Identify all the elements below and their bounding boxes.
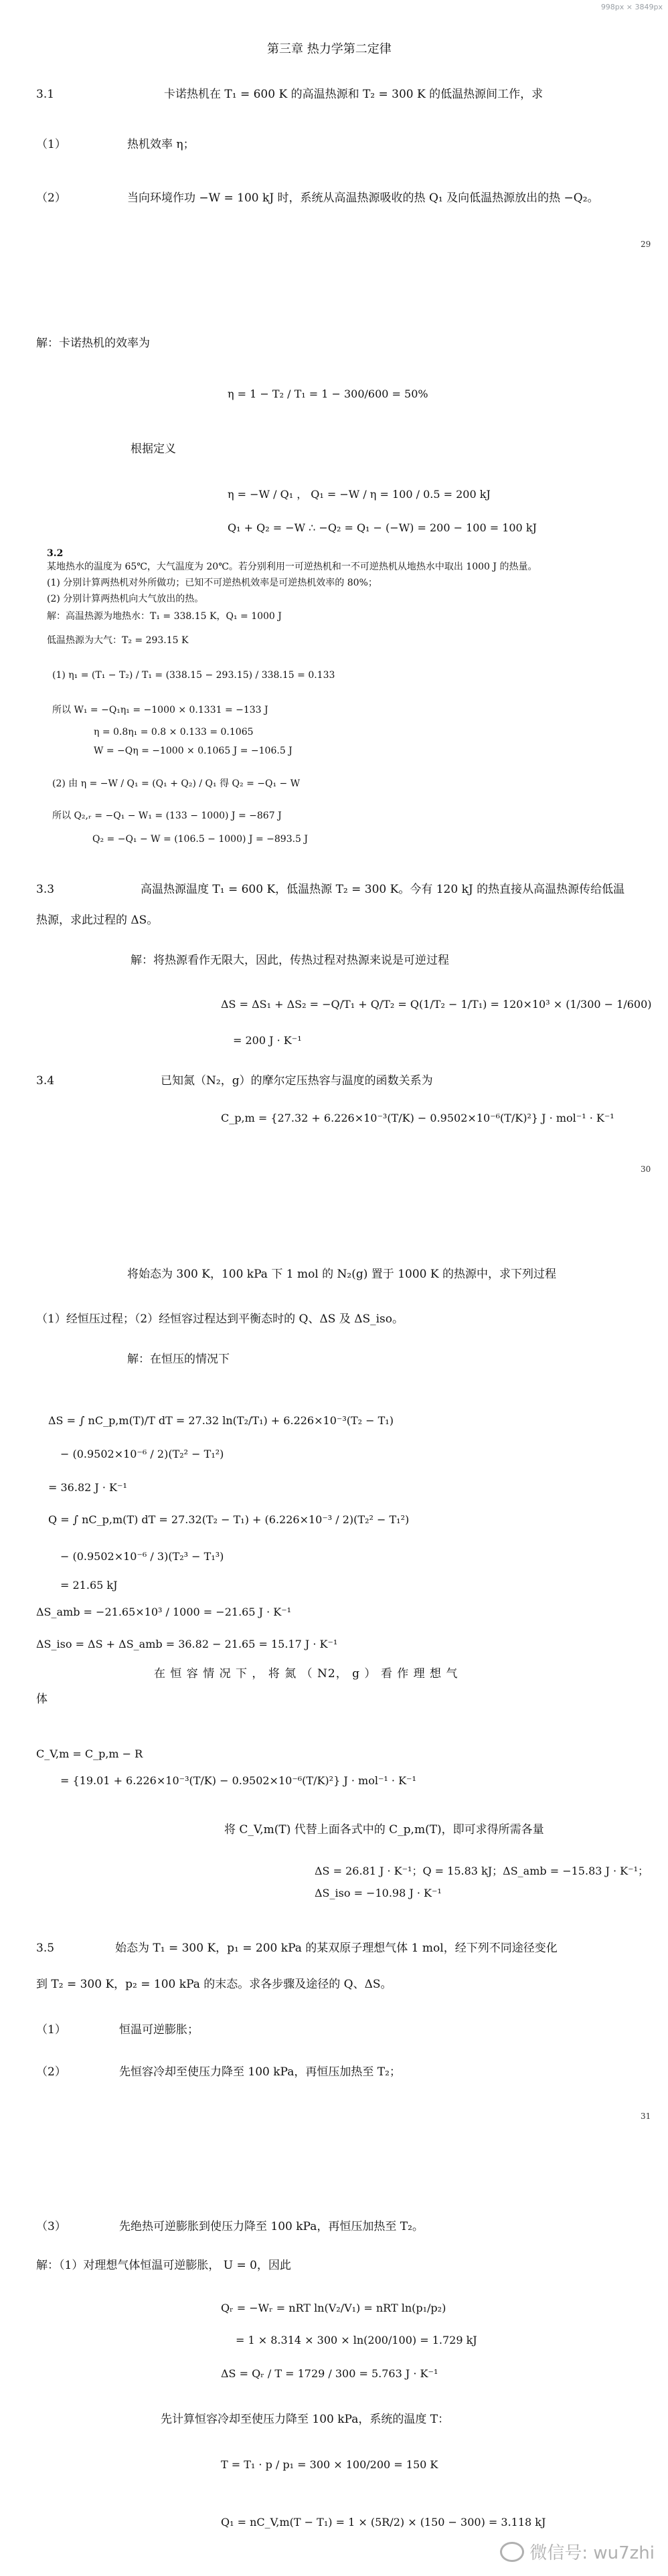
equation: W = −Qη = −1000 × 0.1065 J = −106.5 J: [94, 746, 293, 756]
question-number: （2）: [36, 2065, 66, 2079]
problem-statement: 已知氮（N₂，g）的摩尔定压热容与温度的函数关系为: [161, 1074, 433, 1088]
problem-statement: 将始态为 300 K，100 kPa 下 1 mol 的 N₂(g) 置于 1000 K 的热源中，求下列过程: [127, 1268, 556, 1281]
equation: η = 0.8η₁ = 0.8 × 0.133 = 0.1065: [94, 727, 254, 738]
equation: η = −W / Q₁ ， Q₁ = −W / η = 100 / 0.5 = 200 kJ: [228, 488, 491, 501]
solution-text: 先计算恒容冷却至使压力降至 100 kPa，系统的温度 T：: [161, 2413, 450, 2426]
solution-text: 解：（1）对理想气体恒温可逆膨胀， U = 0，因此: [36, 2259, 291, 2272]
equation: η = 1 − T₂ / T₁ = 1 − 300/600 = 50%: [228, 388, 428, 400]
solution-text: 在 恒 容 情 况 下 ， 将 氮 （ N2， g ） 看 作 理 想 气: [154, 1667, 458, 1681]
solution-text: 将 C_V,m(T) 代替上面各式中的 C_p,m(T)，即可求得所需各量: [224, 1823, 544, 1836]
equation: C_p,m = {27.32 + 6.226×10⁻³(T/K) − 0.9502×10⁻⁶(T/K)²} J · mol⁻¹ · K⁻¹: [221, 1112, 614, 1124]
question-number: （3）: [36, 2220, 66, 2233]
page-number: 29: [641, 240, 651, 249]
equation: = 21.65 kJ: [60, 1579, 118, 1592]
equation: Q₂ = −Q₁ − W = (106.5 − 1000) J = −893.5 J: [92, 834, 309, 845]
problem-number: 3.5: [36, 1942, 55, 1955]
equation: = 1 × 8.314 × 300 × ln(200/100) = 1.729 kJ: [236, 2334, 477, 2346]
solution-text: 解：将热源看作无限大，因此，传热过程对热源来说是可逆过程: [131, 954, 449, 967]
problem-statement: （1）经恒压过程；（2）经恒容过程达到平衡态时的 Q、ΔS 及 ΔS_iso。: [36, 1312, 404, 1326]
equation: ΔS = ΔS₁ + ΔS₂ = −Q/T₁ + Q/T₂ = Q(1/T₂ − 1/T₁) = 120×10³ × (1/300 − 1/600): [221, 998, 652, 1011]
problem-statement: 到 T₂ = 300 K，p₂ = 100 kPa 的末态。求各步骤及途径的 Q、ΔS。: [36, 1978, 392, 1991]
equation: 所以 Q₂,ᵣ = −Q₁ − W₁ = (133 − 1000) J = −867 J: [52, 810, 282, 821]
solution-text: 根据定义: [131, 442, 176, 456]
question-number: （1）: [36, 138, 66, 151]
problem-statement: (1) 分别计算两热机对外所做功；已知不可逆热机效率是可逆热机效率的 80%；: [47, 578, 378, 588]
question-text: 热机效率 η；: [127, 138, 195, 151]
equation: = 200 J · K⁻¹: [233, 1034, 302, 1047]
equation: (2) 由 η = −W / Q₁ = (Q₁ + Q₂) / Q₁ 得 Q₂ = −Q₁ − W: [52, 778, 301, 789]
equation: − (0.9502×10⁻⁶ / 3)(T₂³ − T₁³): [60, 1550, 224, 1563]
question-text: 先绝热可逆膨胀到使压力降至 100 kPa，再恒压加热至 T₂。: [119, 2220, 424, 2233]
equation: ΔS = Qᵣ / T = 1729 / 300 = 5.763 J · K⁻¹: [221, 2367, 438, 2380]
equation: Q₁ = nC_V,m(T − T₁) = 1 × (5R/2) × (150 − 300) = 3.118 kJ: [221, 2516, 546, 2528]
question-text: 先恒容冷却至使压力降至 100 kPa，再恒压加热至 T₂；: [119, 2065, 401, 2079]
equation: (1) η₁ = (T₁ − T₂) / T₁ = (338.15 − 293.15) / 338.15 = 0.133: [52, 670, 335, 681]
problem-number: 3.4: [36, 1074, 55, 1088]
equation: ΔS_amb = −21.65×10³ / 1000 = −21.65 J · K⁻¹: [36, 1606, 292, 1618]
equation: Qᵣ = −Wᵣ = nRT ln(V₂/V₁) = nRT ln(p₁/p₂): [221, 2302, 446, 2314]
page-number: 31: [641, 2112, 651, 2121]
problem-statement: 卡诺热机在 T₁ = 600 K 的高温热源和 T₂ = 300 K 的低温热源间工作，求: [164, 88, 544, 101]
equation: = 36.82 J · K⁻¹: [48, 1481, 127, 1494]
question-number: （1）: [36, 2023, 66, 2037]
problem-statement: (2) 分别计算两热机向大气放出的热。: [47, 594, 204, 604]
equation: = {19.01 + 6.226×10⁻³(T/K) − 0.9502×10⁻⁶(T/K)²} J · mol⁻¹ · K⁻¹: [60, 1774, 416, 1787]
image-dimensions-label: 998px × 3849px: [600, 3, 663, 11]
equation: ΔS = 26.81 J · K⁻¹；Q = 15.83 kJ；ΔS_amb = −15.83 J · K⁻¹；: [315, 1865, 649, 1877]
problem-statement: 高温热源温度 T₁ = 600 K，低温热源 T₂ = 300 K。今有 120 kJ 的热直接从高温热源传给低温: [141, 883, 625, 896]
watermark-text: 微信号: wu7zhi: [529, 2543, 655, 2563]
wechat-icon: [500, 2542, 524, 2562]
equation: C_V,m = C_p,m − R: [36, 1747, 143, 1760]
equation: ΔS_iso = −10.98 J · K⁻¹: [315, 1887, 442, 1899]
problem-statement: 始态为 T₁ = 300 K，p₁ = 200 kPa 的某双原子理想气体 1 mol，经下列不同途径变化: [115, 1942, 558, 1955]
question-number: （2）: [36, 191, 66, 205]
problem-number: 3.1: [36, 88, 55, 101]
page-number: 30: [641, 1165, 651, 1174]
solution-text: 解：卡诺热机的效率为: [36, 337, 150, 350]
equation: Q₁ + Q₂ = −W ∴ −Q₂ = Q₁ − (−W) = 200 − 100 = 100 kJ: [228, 521, 537, 534]
equation: ΔS = ∫ nC_p,m(T)/T dT = 27.32 ln(T₂/T₁) + 6.226×10⁻³(T₂ − T₁): [48, 1414, 394, 1427]
solution-text: 低温热源为大气：T₂ = 293.15 K: [47, 635, 189, 646]
equation: ΔS_iso = ΔS + ΔS_amb = 36.82 − 21.65 = 15.17 J · K⁻¹: [36, 1638, 338, 1650]
solution-text: 解：高温热源为地热水：T₁ = 338.15 K，Q₁ = 1000 J: [47, 611, 282, 622]
problem-statement: 热源，求此过程的 ΔS。: [36, 914, 159, 927]
solution-text: 解：在恒压的情况下: [127, 1353, 230, 1366]
equation: Q = ∫ nC_p,m(T) dT = 27.32(T₂ − T₁) + (6.226×10⁻³ / 2)(T₂² − T₁²): [48, 1513, 410, 1526]
problem-number: 3.2: [47, 548, 64, 559]
chapter-title: 第三章 热力学第二定律: [267, 42, 392, 56]
problem-number: 3.3: [36, 883, 55, 896]
equation: T = T₁ · p / p₁ = 300 × 100/200 = 150 K: [221, 2458, 438, 2471]
solution-text: 体: [36, 1693, 48, 1706]
question-text: 恒温可逆膨胀；: [119, 2023, 199, 2037]
problem-statement: 某地热水的温度为 65℃，大气温度为 20℃。若分别利用一可逆热机和一不可逆热机从地热水中取出 1000 J 的热量。: [47, 562, 537, 572]
equation: − (0.9502×10⁻⁶ / 2)(T₂² − T₁²): [60, 1448, 224, 1460]
question-text: 当向环境作功 −W = 100 kJ 时，系统从高温热源吸收的热 Q₁ 及向低温热源放出的热 −Q₂。: [127, 191, 599, 205]
equation: 所以 W₁ = −Q₁η₁ = −1000 × 0.1331 = −133 J: [52, 705, 268, 715]
wechat-watermark: [500, 2539, 655, 2564]
